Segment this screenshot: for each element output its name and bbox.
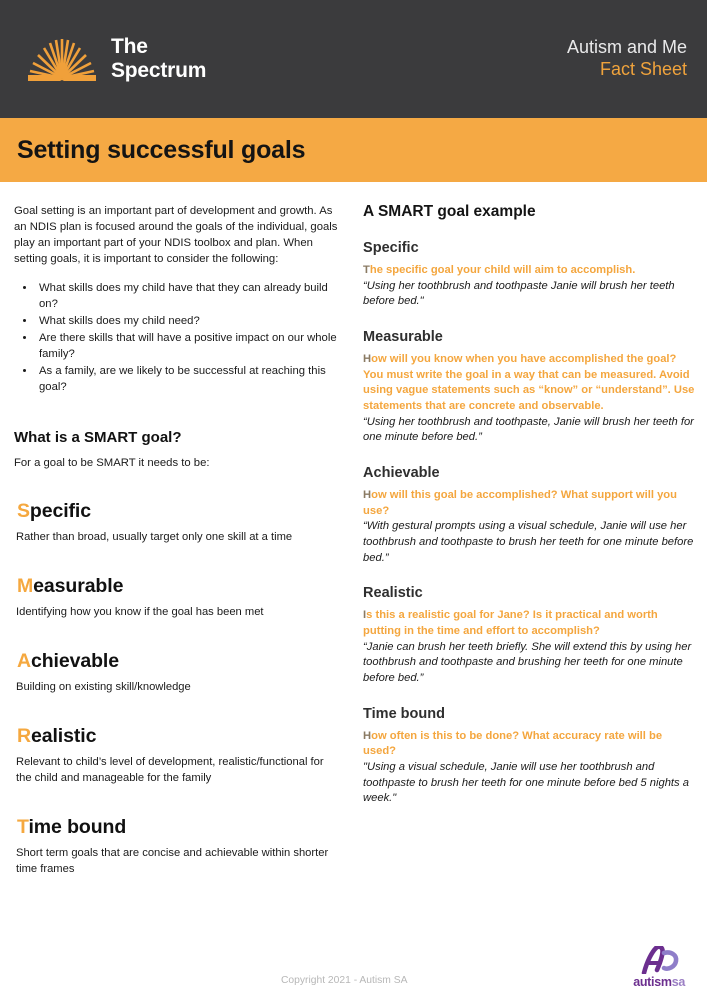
autismsa-logo (633, 946, 685, 989)
list-item: • What skills does my child need? (36, 313, 341, 329)
example-term: Specific (363, 240, 419, 256)
example-time-bound (363, 706, 697, 807)
example-specific (363, 240, 697, 310)
smart-term (14, 816, 341, 839)
example-term: Realistic (363, 585, 423, 602)
smart-term-rest: ealistic (30, 725, 97, 748)
smart-initial: M (17, 575, 34, 598)
smart-term-rest: pecific (29, 500, 91, 523)
smart-initial: R (17, 725, 31, 748)
page-header (0, 0, 707, 118)
page-footer (0, 938, 707, 1000)
list-item: • As a family, are we likely to be successful at reaching this goal? (36, 363, 341, 395)
example-quote: “Using her toothbrush and toothpaste, Janie will brush her teeth for one minute before bed.” (363, 415, 694, 444)
smart-initial: S (17, 500, 30, 523)
example-quote: “Using her toothbrush and toothpaste Janie will brush her teeth before bed." (363, 279, 675, 308)
example-question-body: ow will this goal be accomplished? What support will you use? (363, 489, 677, 517)
smart-goal-heading: What is a SMART goal? (14, 429, 182, 447)
sunburst-icon (26, 36, 98, 82)
example-measurable (363, 329, 697, 446)
smart-item-achievable (14, 650, 341, 696)
brand-name (111, 35, 206, 82)
smart-term-rest: ime bound (28, 815, 127, 838)
example-question-lead: H (363, 729, 372, 742)
smart-term-rest: easurable (33, 575, 124, 598)
example-question (363, 729, 697, 760)
brand-line-1: The (111, 35, 148, 59)
consideration-list (14, 280, 341, 395)
smart-item-realistic (14, 725, 341, 787)
document-series-title: Autism and Me (566, 37, 687, 58)
example-term: Measurable (363, 329, 443, 346)
smart-item-time-bound (14, 816, 341, 878)
smart-description: Short term goals that are concise and achievable within shorter time frames (16, 846, 329, 875)
smart-description: Building on existing skill/knowledge (16, 681, 191, 694)
autismsa-wordmark (633, 976, 685, 989)
example-achievable (363, 465, 697, 566)
wordmark-secondary: sa (671, 974, 685, 989)
smart-item-specific (14, 500, 341, 546)
title-band (0, 118, 707, 182)
example-question (363, 263, 697, 279)
example-question (363, 488, 697, 519)
smart-description: Rather than broad, usually target only one skill at a time (16, 531, 293, 544)
example-question-body: ow will you know when you have accomplished the goal? You must write the goal in a way that can be measured. Avoid using vague statements such as “know” or “understand”. Use statements that are concrete and observable. (363, 353, 695, 413)
list-item: • Are there skills that will have a positive impact on our whole family? (36, 330, 341, 362)
smart-description: Identifying how you know if the goal has been met (16, 606, 264, 619)
content-columns (0, 182, 707, 878)
smart-item-measurable (14, 575, 341, 621)
example-question-body: ow often is this to be done? What accuracy rate will be used? (363, 729, 663, 758)
document-type-label: Fact Sheet (599, 59, 687, 79)
smart-term (14, 500, 341, 523)
example-question (363, 608, 697, 639)
header-titles (567, 37, 687, 81)
example-quote: "Using a visual schedule, Janie will use her toothbrush and toothpaste to brush her teeth for one minute before bed 5 nights a week." (363, 761, 689, 805)
wordmark-primary: autism (633, 974, 672, 989)
left-column (14, 203, 359, 878)
copyright-text: Copyright 2021 - Autism SA (281, 975, 408, 986)
page-title: Setting successful goals (17, 135, 306, 164)
example-question-lead: H (363, 489, 372, 502)
example-question-lead: I (363, 609, 367, 622)
smart-term (14, 725, 341, 748)
example-heading: A SMART goal example (363, 203, 536, 220)
brand-line-2: Spectrum (111, 59, 207, 82)
right-column (359, 203, 697, 826)
example-question-lead: T (363, 264, 370, 276)
example-question-lead: H (363, 353, 372, 366)
smart-description: Relevant to child’s level of development, realistic/functional for the child and manageable for the family (16, 756, 324, 784)
example-term: Time bound (363, 705, 445, 722)
brand-lockup (26, 35, 206, 82)
intro-paragraph: Goal setting is an important part of development and growth. As an NDIS plan is focused around the goals of the individual, goals play an important part of your NDIS toolbox and plan. When setting goals, it is important to consider the following: (14, 205, 338, 266)
smart-initial: A (17, 650, 31, 673)
example-question-body: he specific goal your child will aim to accomplish. (369, 264, 636, 276)
smart-term (14, 575, 341, 598)
autismsa-logo-icon (638, 946, 680, 974)
list-item: • What skills does my child have that they can already build on? (36, 280, 341, 312)
example-term: Achievable (363, 465, 440, 482)
smart-initial: T (17, 815, 29, 838)
smart-term (14, 650, 341, 673)
example-quote: “With gestural prompts using a visual schedule, Janie will use her toothbrush and toothpaste to brush her teeth for one minute before bed.” (363, 520, 694, 564)
example-question-body: s this a realistic goal for Jane? Is it practical and worth putting in the time and effort to accomplish? (363, 609, 658, 638)
example-quote: “Janie can brush her teeth briefly. She will extend this by using her toothbrush and toothpaste and brushing her teeth for one minute before bed.” (363, 640, 692, 685)
example-question (363, 352, 697, 415)
smart-goal-lead: For a goal to be SMART it needs to be: (14, 457, 210, 470)
smart-term-rest: chievable (30, 650, 119, 673)
example-realistic (363, 585, 697, 686)
